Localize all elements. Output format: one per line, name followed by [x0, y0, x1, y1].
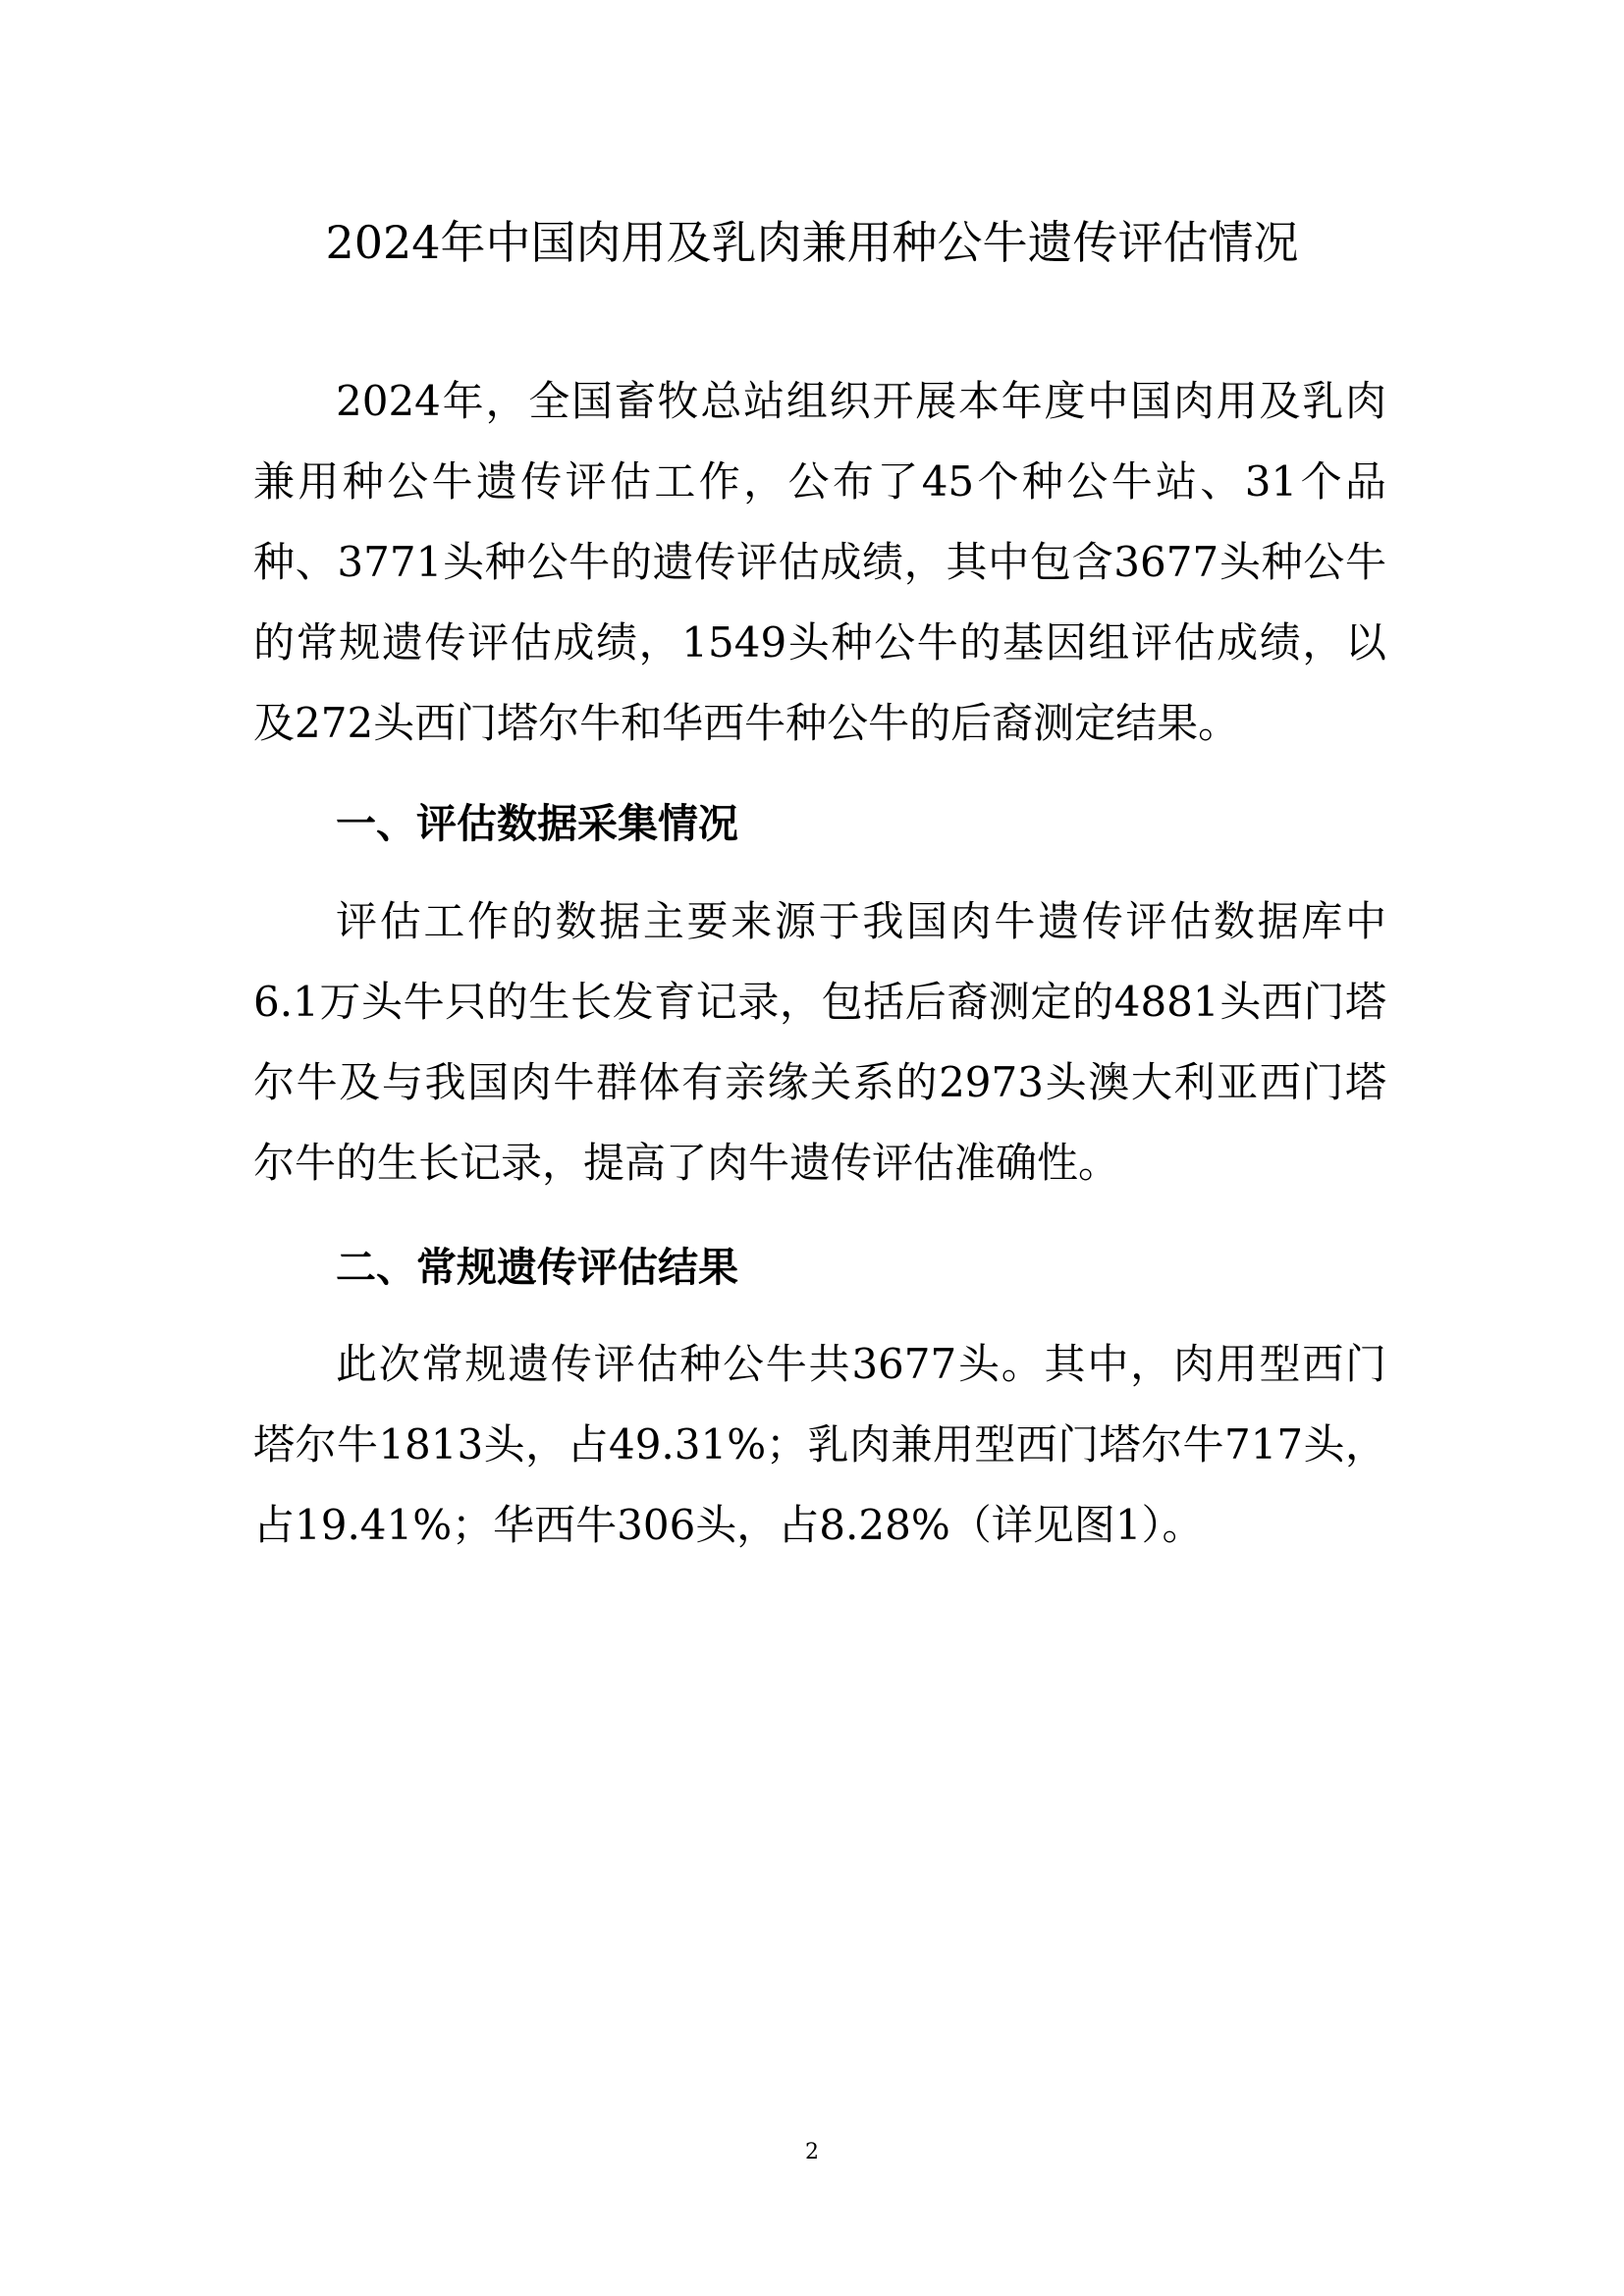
section-heading-routine-results: 二、常规遗传评估结果	[336, 1244, 738, 1291]
document-title: 2024年中国肉用及乳肉兼用种公牛遗传评估情况	[325, 216, 1299, 269]
section-heading-data-collection: 一、评估数据采集情况	[336, 800, 738, 847]
data-collection-paragraph: 评估工作的数据主要来源于我国肉牛遗传评估数据库中6.1万头牛只的生长发育记录，包括后裔测定的4881头西门塔尔牛及与我国肉牛群体有亲缘关系的2973头澳大利亚西门塔尔牛的生长记录，提高了肉牛遗传评估准确性。	[253, 897, 1386, 1187]
routine-results-paragraph: 此次常规遗传评估种公牛共3677头。其中，肉用型西门塔尔牛1813头，占49.31%；乳肉兼用型西门塔尔牛717头，占19.41%；华西牛306头，占8.28%（详见图1）。	[253, 1340, 1386, 1549]
page-number: 2	[805, 2140, 819, 2164]
intro-paragraph: 2024年，全国畜牧总站组织开展本年度中国肉用及乳肉兼用种公牛遗传评估工作，公布了45个种公牛站、31个品种、3771头种公牛的遗传评估成绩，其中包含3677头种公牛的常规遗传评估成绩，1549头种公牛的基因组评估成绩，以及272头西门塔尔牛和华西牛种公牛的后裔测定结果。	[253, 377, 1386, 747]
